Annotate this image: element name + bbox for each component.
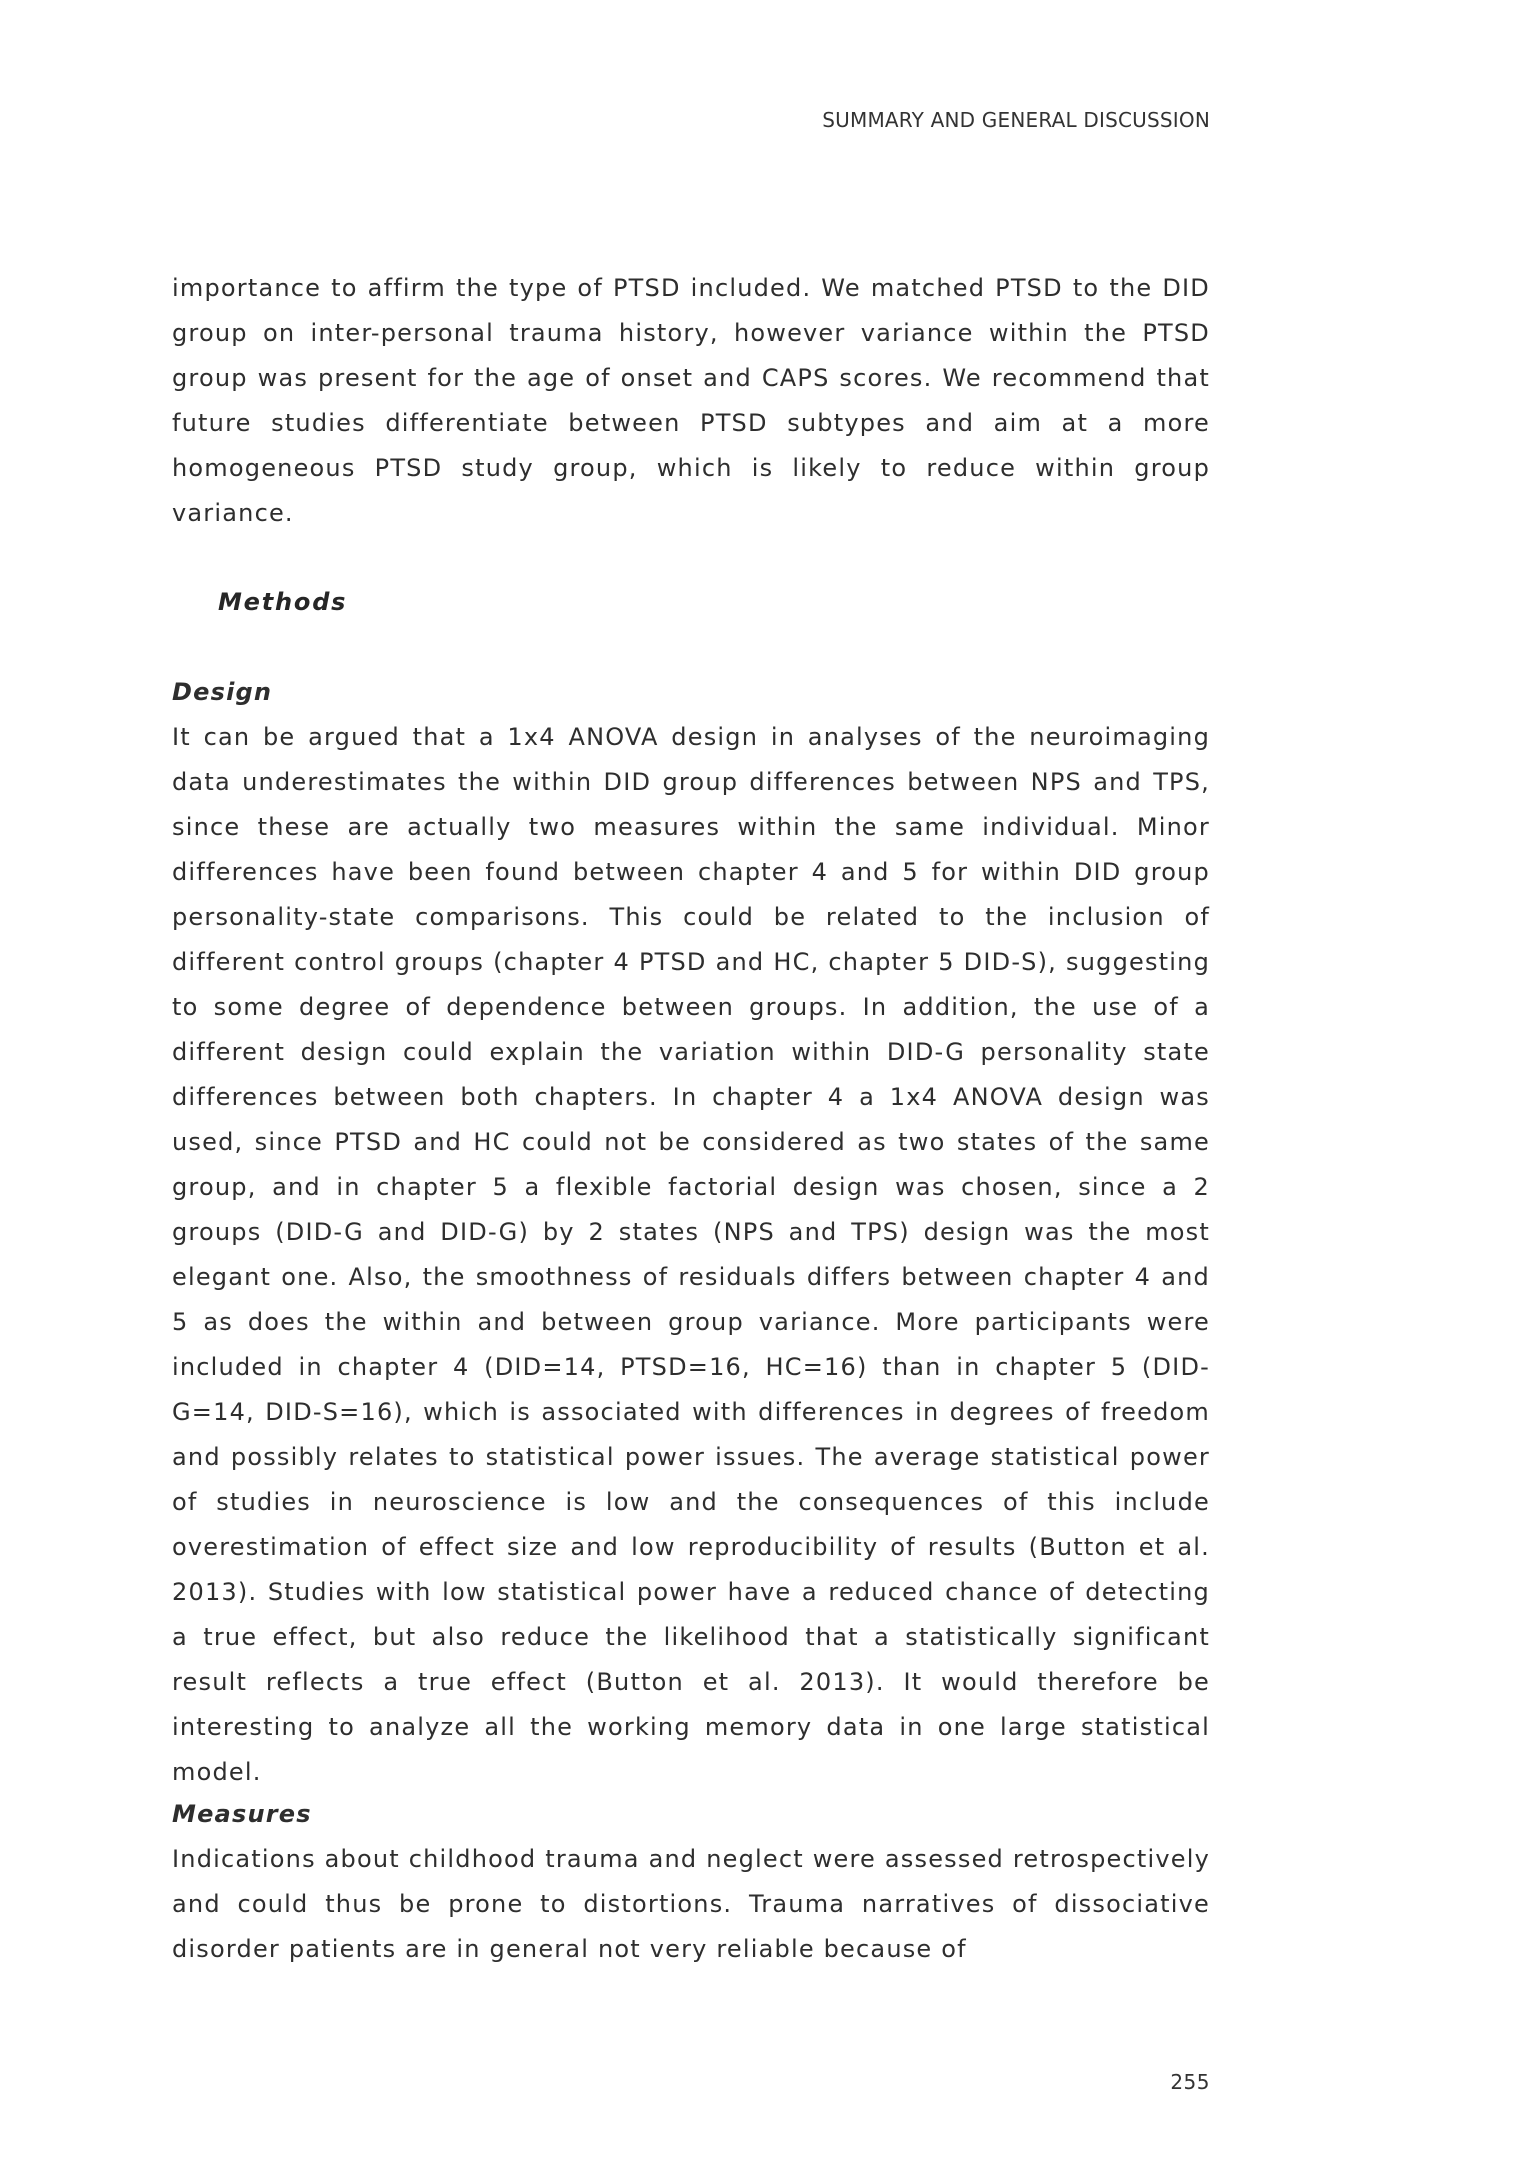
measures-paragraph: Indications about childhood trauma and neglect were assessed retrospectively and could thus be prone to distortions. Trauma narratives of dissociative disorder patients are in general not very reliable because of — [172, 1845, 1210, 1963]
page-number: 255 — [1170, 2070, 1210, 2094]
design-subheading: Design — [172, 678, 273, 706]
intro-paragraph: importance to affirm the type of PTSD included. We matched PTSD to the DID group on inter-personal trauma history, however variance within the PTSD group was present for the age of onset and CAPS scores. We recommend that future studies differentiate between PTSD subtypes and aim at a more homogeneous PTSD study group, which is likely to reduce within group variance. — [172, 274, 1210, 527]
running-head: SUMMARY AND GENERAL DISCUSSION — [822, 108, 1210, 132]
methods-heading: Methods — [218, 588, 348, 616]
measures-subheading: Measures — [172, 1800, 312, 1828]
design-paragraph: It can be argued that a 1x4 ANOVA design in analyses of the neuroimaging data underestimates the within DID group differences between NPS and TPS, since these are actually two measures within the same individual. Minor differences have been found between chapter 4 and 5 for within DID group personality-state comparisons. This could be related to the inclusion of different control groups (chapter 4 PTSD and HC, chapter 5 DID-S), suggesting to some degree of dependence between groups. In addition, the use of a different design could explain the variation within DID-G personality state differences between both chapters. In chapter 4 a 1x4 ANOVA design was used, since PTSD and HC could not be considered as two states of the same group, and in chapter 5 a flexible factorial design was chosen, since a 2 groups (DID-G and DID-G) by 2 states (NPS and TPS) design was the most elegant one. Also, the smoothness of residuals differs between chapter 4 and 5 as does the within and between group variance. More participants were included in chapter 4 (DID=14, PTSD=16, HC=16) than in chapter 5 (DID-G=14, DID-S=16), which is associated with differences in degrees of freedom and possibly relates to statistical power issues. The average statistical power of studies in neuroscience is low and the consequences of this include overestimation of effect size and low reproducibility of results (Button et al. 2013). Studies with low statistical power have a reduced chance of detecting a true effect, but also reduce the likelihood that a statistically significant result reflects a true effect (Button et al. 2013). It would therefore be interesting to analyze all the working memory data in one large statistical model. — [172, 723, 1210, 1786]
